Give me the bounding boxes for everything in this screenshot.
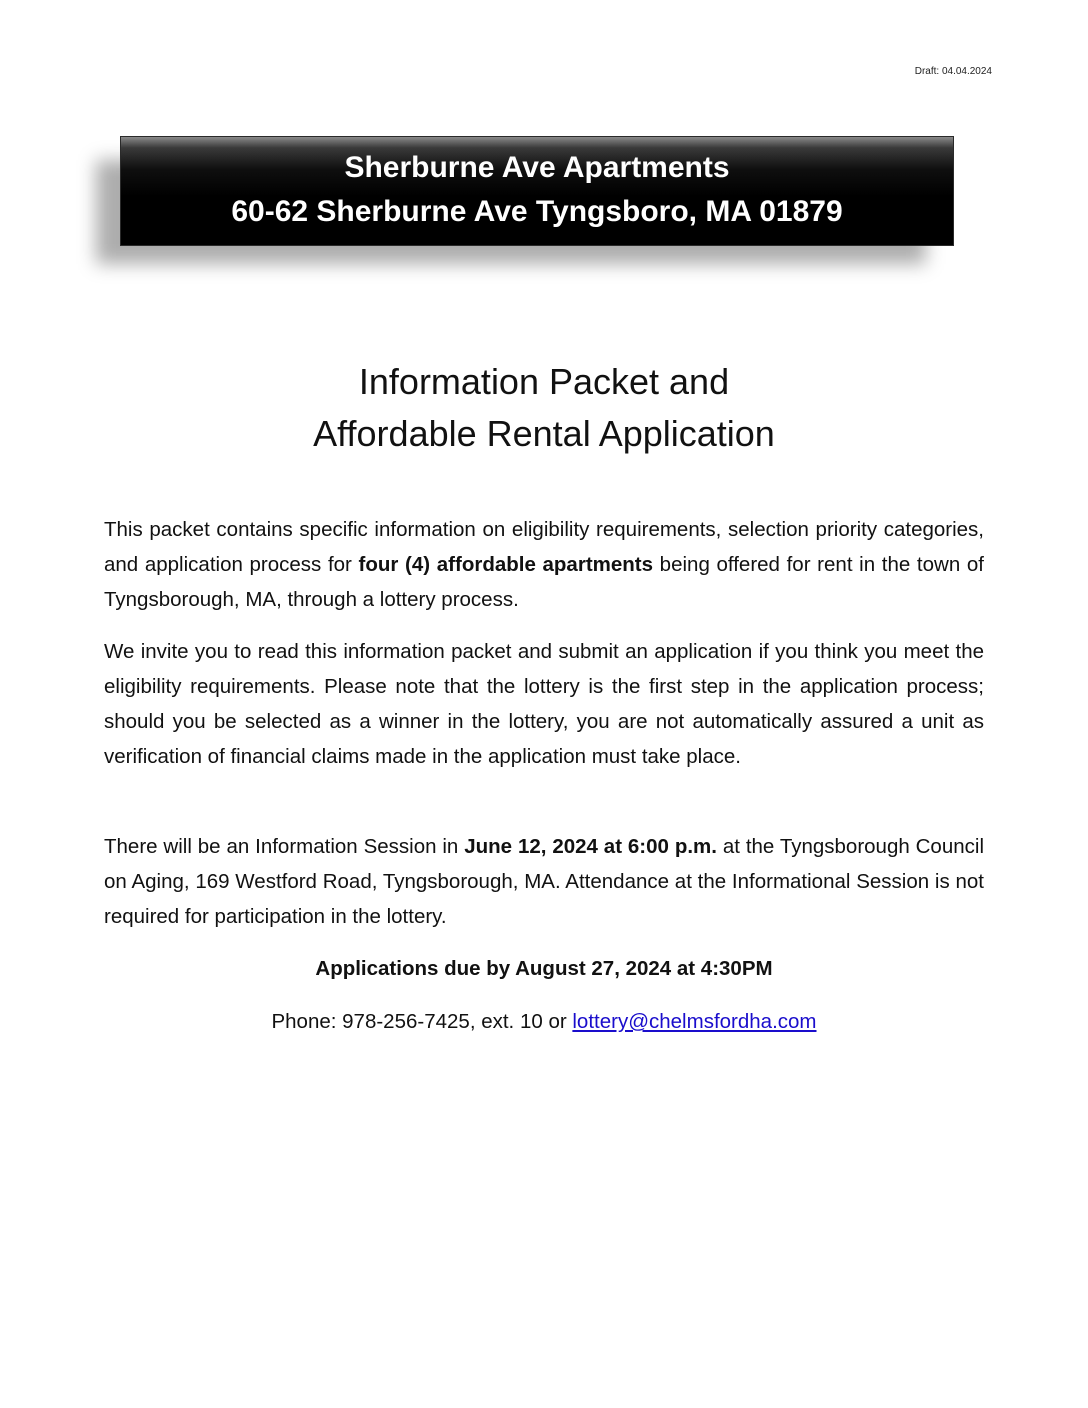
info-session-text-end: at the Tyngsborough Council on Aging, 169 Westford Road, Tyngsborough, MA. Attendance at the Informational Session is not required for participation in the lottery. xyxy=(104,835,984,928)
info-session-paragraph xyxy=(104,829,984,934)
page-title-line-2: Affordable Rental Application xyxy=(313,413,775,454)
property-banner xyxy=(120,136,954,246)
draft-date-label: Draft: 04.04.2024 xyxy=(914,66,992,77)
application-deadline: Applications due by August 27, 2024 at 4:30PM xyxy=(315,957,773,980)
contact-line xyxy=(0,1006,1088,1038)
invitation-text: We invite you to read this information packet and submit an application if you think you meet the eligibility requirements. Please note that the lottery is the first step in the application process; should you be selected as a winner in the lottery, you are not automatically assured a unit as verification of financial claims made in the application must take place. xyxy=(104,640,984,768)
page-title xyxy=(0,356,1088,460)
banner-property-name: Sherburne Ave Apartments xyxy=(344,151,730,184)
intro-text-end: being offered for rent in the town of Tyngsborough, MA, through a lottery process. xyxy=(104,553,984,611)
banner-property-address: 60-62 Sherburne Ave Tyngsboro, MA 01879 xyxy=(231,195,843,228)
contact-phone: Phone: 978-256-7425, ext. 10 or xyxy=(271,1010,573,1033)
contact-email-link[interactable]: lottery@chelmsfordha.com xyxy=(572,1010,817,1033)
intro-paragraph xyxy=(104,512,984,617)
invitation-paragraph xyxy=(104,634,984,774)
info-session-text-start: There will be an Information Session in xyxy=(104,835,465,858)
intro-text-start: This packet contains specific information on eligibility requirements, selection priority categories, and application process for xyxy=(104,518,984,576)
intro-apartment-count: four (4) affordable apartments xyxy=(358,553,654,576)
info-session-date: June 12, 2024 at 6:00 p.m. xyxy=(464,835,717,858)
page-title-line-1: Information Packet and xyxy=(358,361,730,402)
